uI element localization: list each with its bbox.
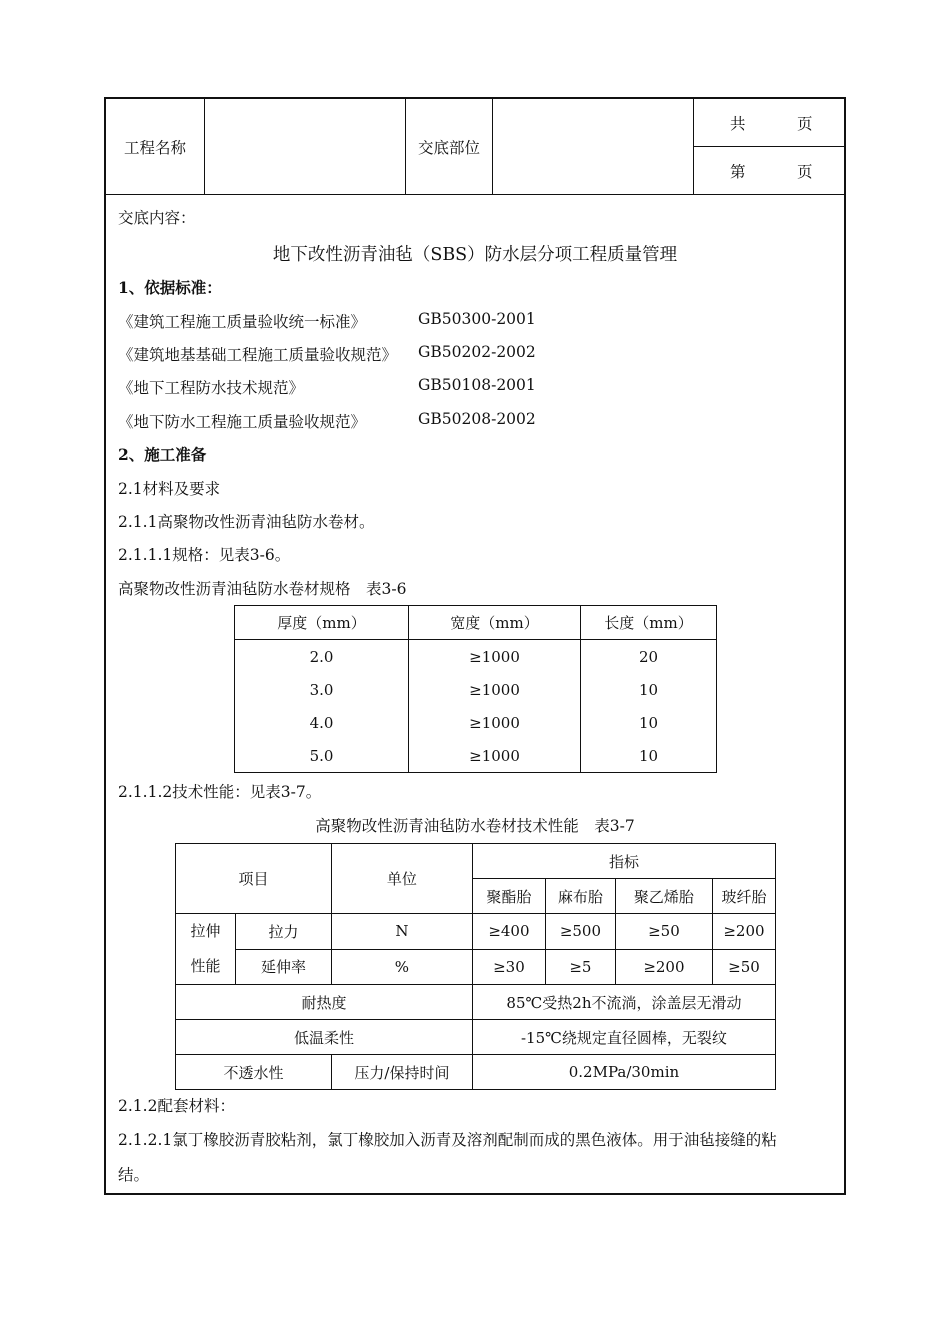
table37-cell: ≥50 <box>615 914 712 950</box>
table37-cell: ≥200 <box>712 914 775 950</box>
table36-cell: 3.0 <box>235 673 409 706</box>
total-pages-cell <box>694 99 846 147</box>
subsection-auxiliary: 2.1.2配套材料： <box>118 1097 235 1115</box>
table37-row-label: 不透水性 <box>176 1055 332 1090</box>
table36-header: 长度（mm） <box>581 606 717 640</box>
table37-row-label: 延伸率 <box>236 949 332 985</box>
handover-part-label: 交底部位 <box>417 138 480 157</box>
table-3-7 <box>175 843 776 1090</box>
table37-cell: ≥500 <box>545 914 615 950</box>
standard-item: 《建筑工程施工质量验收统一标准》 <box>118 313 367 331</box>
standard-item: 《建筑地基基础工程施工质量验收规范》 <box>118 346 398 364</box>
document-title: 地下改性沥青油毡（SBS）防水层分项工程质量管理 <box>272 245 678 265</box>
table-3-6 <box>234 605 717 773</box>
subsection-materials: 2.1材料及要求 <box>118 480 221 498</box>
table36-cell: ≥1000 <box>409 640 581 674</box>
table37-tensile-label: 拉伸 性能 <box>176 914 236 985</box>
table36-cell: 4.0 <box>235 706 409 739</box>
table36-header: 厚度（mm） <box>235 606 409 640</box>
section-standards-heading: 1、依据标准： <box>118 278 222 297</box>
handover-part-value[interactable] <box>493 99 693 194</box>
paragraph-adhesive-line1: 2.1.2.1氯丁橡胶沥青胶粘剂，氯丁橡胶加入沥青及溶剂配制而成的黑色液体。用于油毡接缝的粘 <box>118 1131 777 1149</box>
standard-item: 《地下防水工程施工质量验收规范》 <box>118 413 367 431</box>
table37-subheader: 玻纤胎 <box>712 879 775 914</box>
table37-cell: ≥50 <box>712 949 775 985</box>
section-prep-heading: 2、施工准备 <box>118 445 207 464</box>
standard-code: GB50202-2002 <box>418 343 536 361</box>
table37-cell: ≥400 <box>472 914 545 950</box>
total-pages-left: 共 <box>730 114 746 133</box>
table37-cell: ≥200 <box>615 949 712 985</box>
table36-cell: 20 <box>581 640 717 674</box>
total-pages-right: 页 <box>797 114 813 133</box>
table37-unit: % <box>331 949 472 985</box>
table37-cell: 0.2MPa/30min <box>472 1055 775 1090</box>
table37-cell: ≥30 <box>472 949 545 985</box>
paragraph-adhesive-line2: 结。 <box>118 1166 150 1184</box>
standard-code: GB50300-2001 <box>418 310 536 328</box>
page-number-left: 第 <box>730 162 746 181</box>
header-row <box>106 99 844 195</box>
table36-cell: ≥1000 <box>409 706 581 739</box>
subsection-performance: 2.1.1.2技术性能：见表3-7。 <box>118 783 322 801</box>
standard-item: 《地下工程防水技术规范》 <box>118 379 305 397</box>
table37-cell: 85℃受热2h不流淌，涂盖层无滑动 <box>472 985 775 1020</box>
table36-cell: 10 <box>581 739 717 773</box>
document-frame <box>104 97 846 1195</box>
table37-subheader: 聚酯胎 <box>472 879 545 914</box>
table37-row-label: 拉力 <box>236 914 332 950</box>
project-name-label: 工程名称 <box>123 138 186 157</box>
standard-code: GB50108-2001 <box>418 376 536 394</box>
page-number-cell <box>694 147 846 194</box>
table37-caption: 高聚物改性沥青油毡防水卷材技术性能 表3-7 <box>315 817 635 835</box>
project-name-value[interactable] <box>205 99 405 194</box>
table37-unit: 压力/保持时间 <box>331 1055 472 1090</box>
standard-code: GB50208-2002 <box>418 410 536 428</box>
table37-unit: N <box>331 914 472 950</box>
table37-unit-header: 单位 <box>331 844 472 914</box>
page-number-right: 页 <box>797 162 813 181</box>
table36-cell: 2.0 <box>235 640 409 674</box>
table37-index-header: 指标 <box>472 844 775 879</box>
table37-item-header: 项目 <box>176 844 332 914</box>
subsection-spec: 2.1.1.1规格：见表3-6。 <box>118 546 291 564</box>
table36-cell: ≥1000 <box>409 739 581 773</box>
table37-row-label: 低温柔性 <box>176 1020 473 1055</box>
table36-caption: 高聚物改性沥青油毡防水卷材规格 表3-6 <box>118 580 407 598</box>
table37-cell: ≥5 <box>545 949 615 985</box>
table36-cell: ≥1000 <box>409 673 581 706</box>
subsection-membrane: 2.1.1高聚物改性沥青油毡防水卷材。 <box>118 513 375 531</box>
table37-subheader: 麻布胎 <box>545 879 615 914</box>
table36-header: 宽度（mm） <box>409 606 581 640</box>
table36-cell: 10 <box>581 673 717 706</box>
table37-cell: -15℃绕规定直径圆棒，无裂纹 <box>472 1020 775 1055</box>
table36-cell: 5.0 <box>235 739 409 773</box>
table36-cell: 10 <box>581 706 717 739</box>
table37-row-label: 耐热度 <box>176 985 473 1020</box>
intro-label: 交底内容： <box>118 209 196 227</box>
table37-subheader: 聚乙烯胎 <box>615 879 712 914</box>
